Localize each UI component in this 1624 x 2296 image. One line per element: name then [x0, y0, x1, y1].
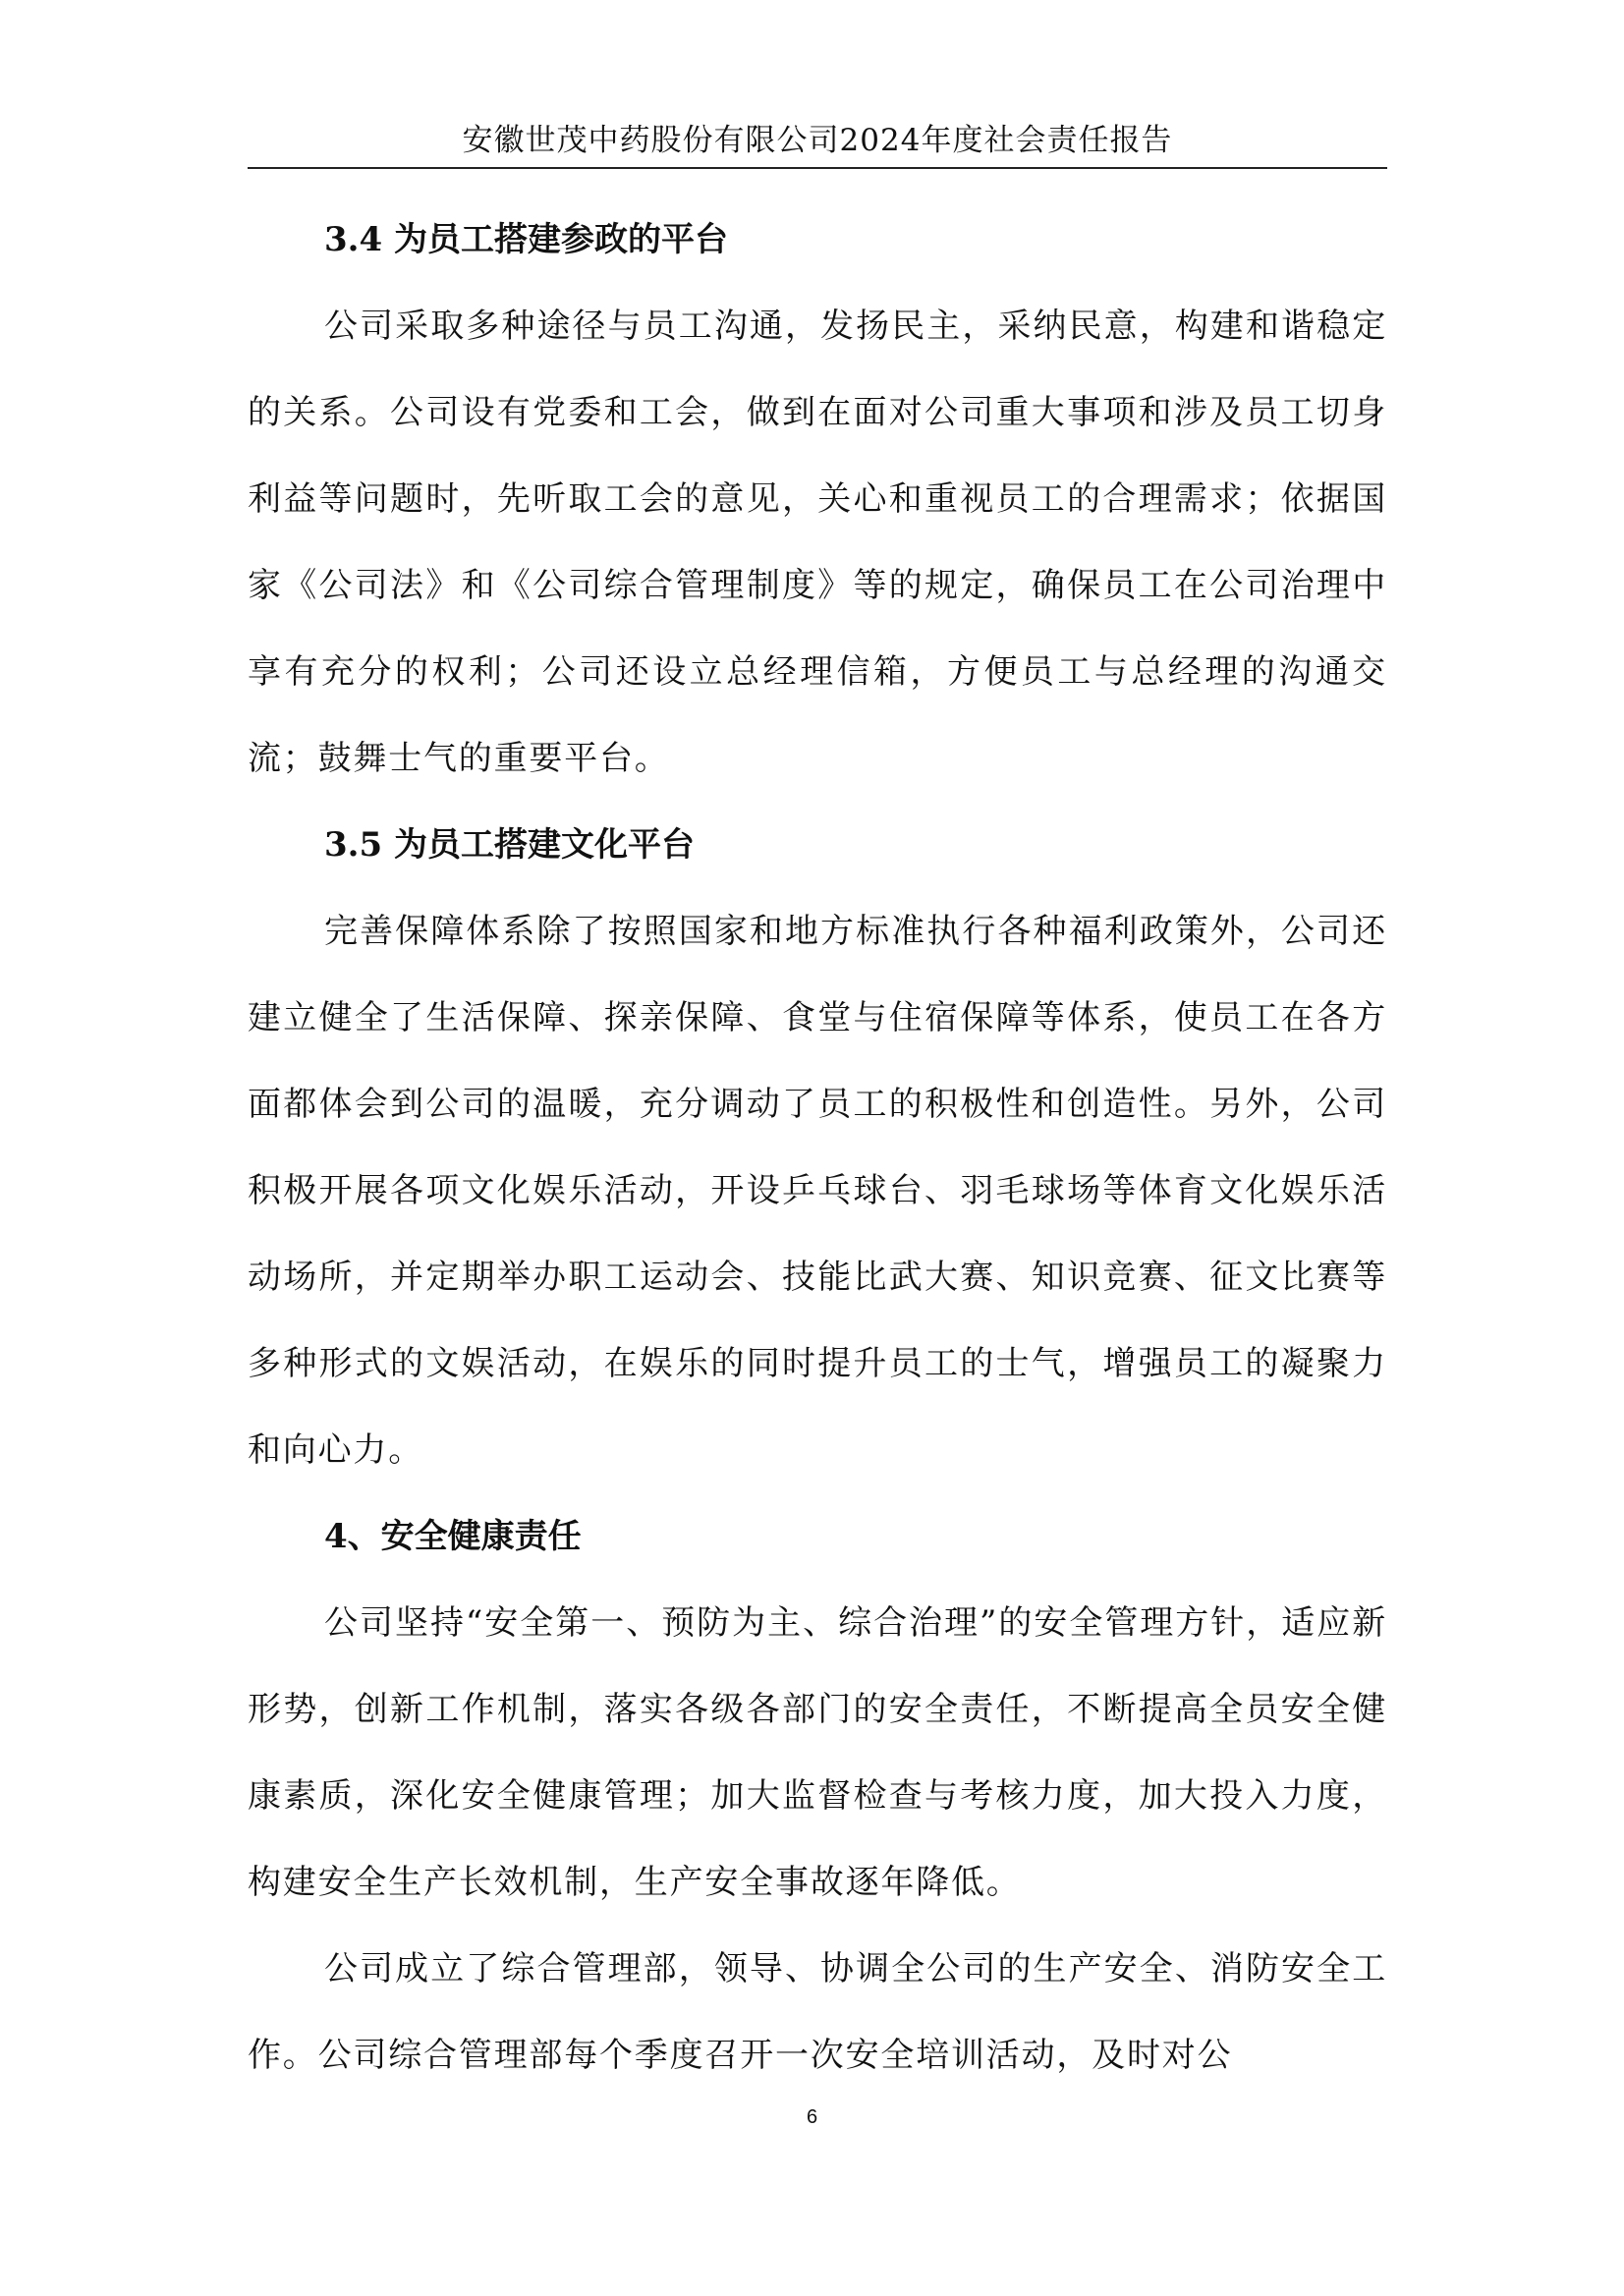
section-3-5 — [248, 802, 1387, 1493]
section-heading: 4、安全健康责任 — [324, 1517, 582, 1556]
body-paragraph: 公司成立了综合管理部，领导、协调全公司的生产安全、消防安全工作。公司综合管理部每个季度召开一次安全培训活动，及时对公 — [248, 1949, 1387, 2075]
section-heading: 3.5 为员工搭建文化平台 — [324, 825, 695, 865]
page-content — [248, 196, 1387, 2099]
running-header: 安徽世茂中药股份有限公司2024年度社会责任报告 — [462, 123, 1173, 158]
header-divider — [248, 167, 1387, 169]
section-3-4 — [248, 196, 1387, 802]
section-4 — [248, 1493, 1387, 2099]
body-paragraph: 公司坚持“安全第一、预防为主、综合治理”的安全管理方针，适应新形势，创新工作机制，落实各级各部门的安全责任，不断提高全员安全健康素质，深化安全健康管理；加大监督检查与考核力度，加大投入力度，构建安全生产长效机制，生产安全事故逐年降低。 — [248, 1603, 1387, 1902]
page-number: 6 — [806, 2106, 818, 2128]
body-paragraph: 完善保障体系除了按照国家和地方标准执行各种福利政策外，公司还建立健全了生活保障、探亲保障、食堂与住宿保障等体系，使员工在各方面都体会到公司的温暖，充分调动了员工的积极性和创造性。另外，公司积极开展各项文化娱乐活动，开设乒乓球台、羽毛球场等体育文化娱乐活动场所，并定期举办职工运动会、技能比武大赛、知识竞赛、征文比赛等多种形式的文娱活动，在娱乐的同时提升员工的士气，增强员工的凝聚力和向心力。 — [248, 912, 1387, 1470]
section-heading: 3.4 为员工搭建参政的平台 — [324, 220, 728, 259]
body-paragraph: 公司采取多种途径与员工沟通，发扬民主，采纳民意，构建和谐稳定的关系。公司设有党委和工会，做到在面对公司重大事项和涉及员工切身利益等问题时，先听取工会的意见，关心和重视员工的合理需求；依据国家《公司法》和《公司综合管理制度》等的规定，确保员工在公司治理中享有充分的权利；公司还设立总经理信箱，方便员工与总经理的沟通交流；鼓舞士气的重要平台。 — [248, 307, 1387, 778]
